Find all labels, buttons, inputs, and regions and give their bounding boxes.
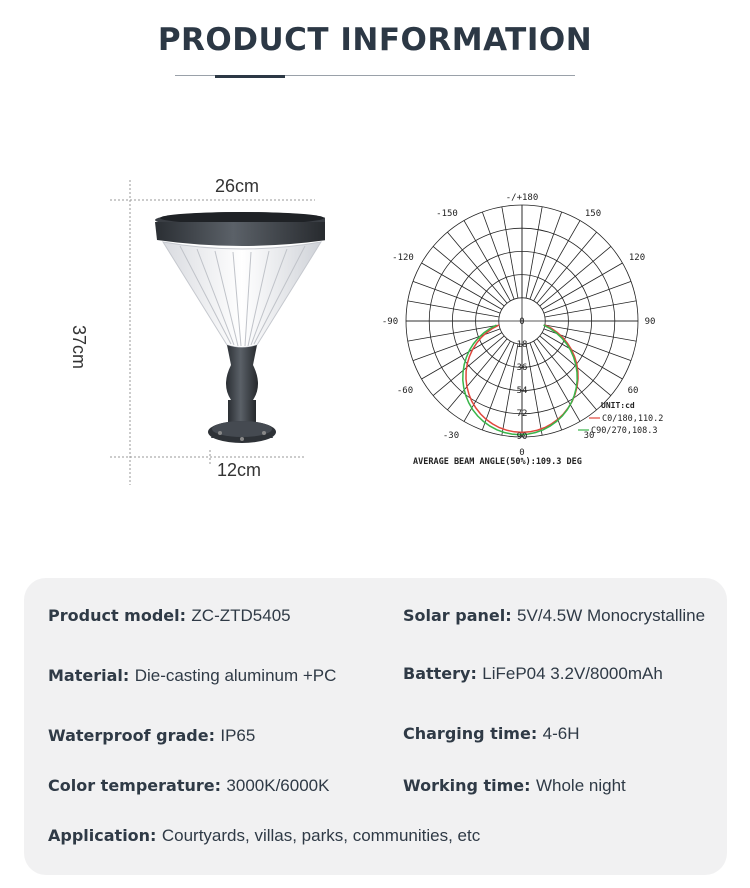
product-figure <box>69 170 325 490</box>
lamp-neck <box>226 345 258 400</box>
spec-working-time: Working time: Whole night <box>403 776 626 795</box>
spec-waterproof-grade: Waterproof grade: IP65 <box>48 726 256 745</box>
spec-charging-time: Charging time: 4-6H <box>403 724 580 743</box>
polar-spoke <box>526 207 542 298</box>
legend-label-c0: C0/180,110.2 <box>602 414 664 424</box>
polar-spoke <box>482 212 514 299</box>
polar-svg <box>375 185 705 470</box>
angle-label: -90 <box>381 317 399 327</box>
dimension-top-label: 26cm <box>215 176 260 196</box>
spec-material: Material: Die-casting aluminum +PC <box>48 666 337 685</box>
angle-label: -30 <box>442 431 460 441</box>
polar-spoke <box>502 207 518 298</box>
angle-label: 30 <box>583 431 595 441</box>
spec-application: Application: Courtyards, villas, parks, communities, etc <box>48 826 481 845</box>
title-accent-bar <box>215 75 285 78</box>
lamp-drawing <box>95 170 325 490</box>
radial-label: 18 <box>516 340 528 350</box>
legend-label-c90: C90/270,108.3 <box>591 426 658 436</box>
angle-label: -120 <box>392 253 414 263</box>
polar-spoke <box>482 343 514 430</box>
angle-label: -60 <box>396 386 414 396</box>
spec-battery: Battery: LiFeP04 3.2V/8000mAh <box>403 664 663 683</box>
spec-panel <box>24 578 727 875</box>
angle-label: -150 <box>436 209 458 219</box>
radial-label: 72 <box>516 409 528 419</box>
polar-spoke <box>502 344 518 435</box>
dimension-base-label: 12cm <box>217 460 262 480</box>
polar-spoke <box>413 281 500 313</box>
polar-spoke <box>526 344 542 435</box>
spec-product-model: Product model: ZC-ZTD5405 <box>48 606 291 625</box>
light-distribution-chart <box>375 185 705 470</box>
polar-spoke <box>408 301 499 317</box>
polar-spoke <box>545 301 636 317</box>
angle-label: 0 <box>519 448 525 458</box>
angle-label: -/+180 <box>505 193 539 203</box>
angle-label: 120 <box>628 253 646 263</box>
dimension-height-label: 37cm <box>69 325 89 370</box>
angle-label: 60 <box>627 386 639 396</box>
polar-spoke <box>544 281 631 313</box>
radial-label: 54 <box>516 386 528 396</box>
spec-color-temperature: Color temperature: 3000K/6000K <box>48 776 330 795</box>
angle-label: 90 <box>644 317 656 327</box>
spec-solar-panel: Solar panel: 5V/4.5W Monocrystalline <box>403 606 706 625</box>
radial-label: 36 <box>516 363 528 373</box>
radial-label: 0 <box>519 317 525 327</box>
lamp-cap <box>155 222 325 246</box>
unit-label: UNIT:cd <box>601 401 635 410</box>
polar-spoke <box>530 343 562 430</box>
page-title: PRODUCT INFORMATION <box>157 22 593 58</box>
beam-angle-caption: AVERAGE BEAM ANGLE(50%):109.3 DEG <box>413 457 582 467</box>
radial-label: 90 <box>516 432 528 442</box>
polar-spoke <box>413 329 500 361</box>
angle-label: 150 <box>584 209 602 219</box>
polar-spoke <box>530 212 562 299</box>
